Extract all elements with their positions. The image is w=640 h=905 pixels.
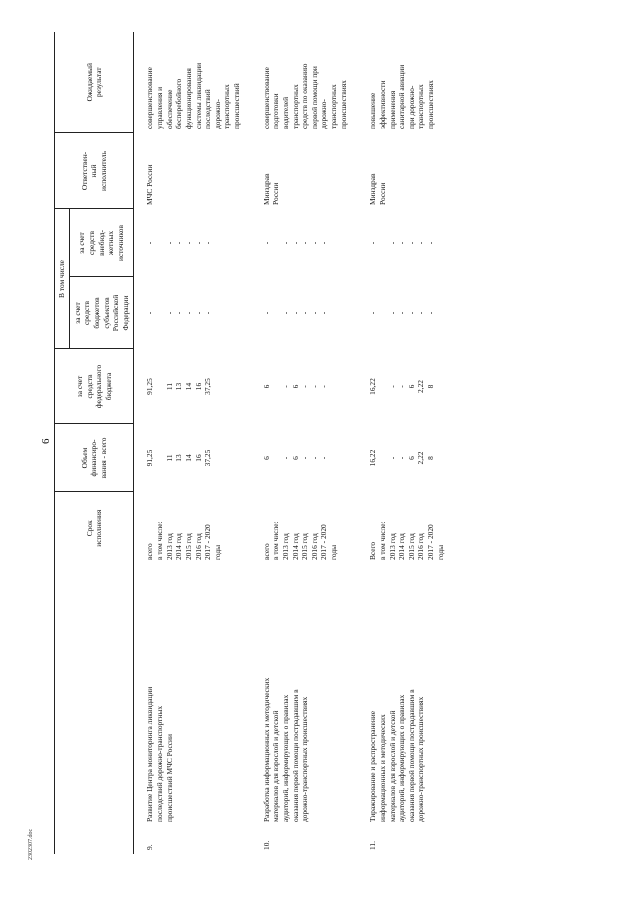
total-line: - bbox=[300, 456, 310, 460]
term-line: 2014 год bbox=[397, 533, 407, 560]
row-number: 10. bbox=[261, 840, 271, 850]
header-responsible: Ответствен- ный исполнитель bbox=[55, 133, 134, 209]
header-term: Срок исполнения bbox=[55, 492, 134, 564]
header-regional: за счет средств бюджетов субъектов Российской Федерации bbox=[69, 277, 134, 349]
total-line: 16,22 bbox=[368, 449, 378, 467]
term-line: 2013 год bbox=[387, 533, 397, 560]
extra-line: - bbox=[397, 241, 407, 245]
extra-line: - bbox=[426, 241, 435, 245]
row-number: 9. bbox=[145, 844, 155, 850]
regional-line: - bbox=[406, 311, 416, 315]
row-number: 11. bbox=[368, 841, 378, 850]
result-line: управления и bbox=[155, 86, 164, 129]
responsible-executor bbox=[259, 133, 352, 209]
regional-line bbox=[436, 281, 446, 345]
result-line: водителей bbox=[280, 96, 290, 129]
regional-line bbox=[378, 281, 388, 345]
total-line: - bbox=[309, 456, 319, 460]
table-row bbox=[142, 32, 244, 854]
execution-term bbox=[365, 492, 448, 564]
total-line: 8 bbox=[426, 456, 435, 460]
extra-line: - bbox=[290, 241, 300, 245]
regional-line bbox=[271, 281, 281, 345]
financing-total bbox=[259, 424, 352, 492]
regional-budget bbox=[365, 277, 448, 349]
header-name bbox=[55, 564, 134, 826]
result-line: происшествиях bbox=[426, 80, 435, 129]
program-table-container bbox=[54, 32, 604, 854]
term-line: 2014 год bbox=[290, 533, 300, 560]
term-line: 2016 год bbox=[309, 533, 319, 560]
name-line: информационных и методических bbox=[377, 714, 387, 822]
header-total: Объем финансиро- вания - всего bbox=[55, 424, 134, 492]
regional-line bbox=[329, 281, 339, 345]
extra-line: - bbox=[406, 241, 416, 245]
federal-budget bbox=[142, 349, 244, 424]
responsible-line: России bbox=[377, 182, 387, 205]
regional-line: - bbox=[164, 311, 174, 315]
extra-line: - bbox=[183, 241, 193, 245]
federal-line: 13 bbox=[174, 382, 184, 391]
result-line: функционирования bbox=[183, 68, 193, 129]
header-num bbox=[55, 826, 134, 854]
extra-line: - bbox=[261, 241, 271, 245]
total-line: - bbox=[397, 456, 407, 460]
regional-line: - bbox=[280, 311, 290, 315]
name-line: аудиторий, информирующих о правилах bbox=[280, 694, 290, 822]
term-line: в том числе: bbox=[271, 521, 281, 560]
total-line: 14 bbox=[183, 454, 193, 462]
name-line: материалов для взрослой и детской bbox=[271, 710, 281, 822]
expected-result bbox=[365, 32, 448, 133]
extrabudgetary bbox=[142, 209, 244, 277]
result-line: при дорожно- bbox=[406, 85, 416, 129]
federal-line: - bbox=[319, 385, 329, 388]
total-line bbox=[155, 428, 165, 488]
regional-line: - bbox=[426, 311, 435, 315]
result-line: обеспечение bbox=[164, 89, 174, 129]
name-line: последствий дорожно-транспортных bbox=[155, 705, 164, 822]
header-federal: за счет средств федерального бюджета bbox=[55, 349, 134, 424]
name-line: происшествий МЧС России bbox=[164, 734, 174, 822]
result-line: системы ликвидации bbox=[193, 62, 203, 129]
table-row bbox=[259, 32, 352, 854]
financing-total bbox=[365, 424, 448, 492]
regional-line: - bbox=[397, 311, 407, 315]
extra-line: - bbox=[164, 241, 174, 245]
regional-line: - bbox=[309, 311, 319, 315]
measure-name bbox=[259, 564, 352, 826]
total-line: - bbox=[319, 456, 329, 460]
term-line: 2015 год bbox=[406, 533, 416, 560]
term-line: в том числе: bbox=[155, 521, 164, 560]
name-line: дорожно-транспортных происшествиях bbox=[416, 696, 426, 822]
name-line: оказания первой помощи пострадавшим в bbox=[290, 689, 300, 822]
term-line: 2015 год bbox=[183, 533, 193, 560]
federal-line: - bbox=[397, 385, 407, 388]
regional-line: - bbox=[174, 311, 184, 315]
result-line: транспортных bbox=[329, 84, 338, 129]
federal-line: 37,25 bbox=[203, 378, 213, 395]
federal-line: 16,22 bbox=[368, 378, 378, 395]
federal-line: - bbox=[387, 385, 397, 388]
result-line: эффективности bbox=[377, 80, 387, 129]
result-line: последствий bbox=[203, 89, 213, 129]
term-line: 2015 год bbox=[300, 533, 310, 560]
extra-line: - bbox=[309, 241, 319, 245]
term-line: Всего bbox=[368, 541, 378, 560]
extra-line: - bbox=[300, 241, 310, 245]
header-in-that: В том числе bbox=[55, 209, 70, 349]
responsible-executor bbox=[365, 133, 448, 209]
extra-line bbox=[378, 213, 388, 273]
extra-line: - bbox=[145, 241, 155, 245]
term-line: 2014 год bbox=[174, 533, 184, 560]
regional-line: - bbox=[145, 311, 155, 315]
federal-line bbox=[213, 353, 223, 420]
federal-line: 8 bbox=[426, 384, 435, 389]
total-line: 2,22 bbox=[416, 451, 426, 465]
federal-line: 6 bbox=[290, 384, 300, 389]
table-body bbox=[134, 32, 462, 854]
header-result: Ожидаемый результат bbox=[55, 32, 134, 133]
extra-line: - bbox=[280, 241, 290, 245]
total-line: 16 bbox=[193, 454, 203, 462]
term-line: в том числе: bbox=[377, 521, 387, 560]
table-header bbox=[55, 32, 134, 854]
federal-line: 91,25 bbox=[145, 378, 155, 395]
term-line: 2017 - 2020 bbox=[426, 524, 435, 560]
term-line: годы bbox=[212, 544, 222, 560]
financing-total bbox=[142, 424, 244, 492]
total-line: 91,25 bbox=[145, 449, 155, 467]
regional-line: - bbox=[300, 311, 310, 315]
total-line bbox=[329, 428, 339, 488]
term-line: 2017 - 2020 bbox=[203, 524, 213, 560]
federal-line: 11 bbox=[164, 382, 174, 391]
result-line: совершенствование bbox=[261, 67, 271, 129]
measure-name bbox=[365, 564, 448, 826]
federal-line: 16 bbox=[193, 382, 203, 391]
regional-line: - bbox=[416, 311, 426, 315]
extrabudgetary bbox=[259, 209, 352, 277]
extra-line bbox=[436, 213, 446, 273]
header-extrabudget: за счет средств внебюд- жетных источников bbox=[69, 209, 134, 277]
federal-line: 14 bbox=[183, 382, 193, 391]
total-line: 37,25 bbox=[203, 449, 213, 467]
regional-line: - bbox=[203, 311, 213, 315]
result-line: дорожно- bbox=[319, 99, 329, 129]
document-code: 2302307.doc bbox=[28, 828, 34, 860]
regional-line: - bbox=[319, 311, 329, 315]
expected-result bbox=[259, 32, 352, 133]
result-line: транспортных bbox=[222, 84, 232, 129]
extra-line: - bbox=[368, 241, 378, 245]
program-measures-table bbox=[54, 32, 462, 854]
federal-line bbox=[155, 353, 165, 420]
extra-line bbox=[271, 213, 281, 273]
execution-term bbox=[259, 492, 352, 564]
regional-line bbox=[213, 281, 223, 345]
total-line bbox=[436, 428, 446, 488]
federal-line: 6 bbox=[261, 384, 271, 389]
result-line: первой помощи при bbox=[309, 66, 319, 129]
result-line: транспортных bbox=[290, 84, 300, 129]
result-line: происшествий bbox=[232, 83, 241, 129]
result-line: санитарной авиации bbox=[397, 64, 407, 129]
name-line: аудиторий, информирующих о правилах bbox=[397, 694, 407, 822]
responsible-line: Минздрав bbox=[261, 173, 271, 205]
term-line: 2017 - 2020 bbox=[319, 524, 329, 560]
name-line: материалов для взрослой и детской bbox=[387, 710, 397, 822]
extra-line: - bbox=[203, 241, 213, 245]
federal-line bbox=[329, 353, 339, 420]
regional-line: - bbox=[193, 311, 203, 315]
name-line: дорожно-транспортных происшествиях bbox=[300, 696, 310, 822]
federal-line: 2,22 bbox=[416, 380, 426, 393]
extrabudgetary bbox=[365, 209, 448, 277]
extra-line: - bbox=[193, 241, 203, 245]
federal-line bbox=[378, 353, 388, 420]
result-line: средств по оказанию bbox=[300, 63, 310, 129]
result-line: происшествиях bbox=[338, 80, 348, 129]
extra-line: - bbox=[174, 241, 184, 245]
name-line: Развитие Центра мониторинга ликвидации bbox=[145, 686, 155, 822]
measure-name bbox=[142, 564, 244, 826]
regional-budget bbox=[259, 277, 352, 349]
regional-line: - bbox=[183, 311, 193, 315]
result-line: повышение bbox=[368, 92, 378, 129]
result-line: подготовки bbox=[271, 93, 281, 129]
regional-line: - bbox=[387, 311, 397, 315]
responsible-line: Минздрав bbox=[368, 173, 378, 205]
page-number: 6 bbox=[40, 438, 52, 444]
total-line: 11 bbox=[164, 454, 174, 462]
term-line: 2016 год bbox=[416, 533, 426, 560]
expected-result bbox=[142, 32, 244, 133]
responsible-line: МЧС России bbox=[145, 164, 155, 205]
total-line: - bbox=[280, 456, 290, 460]
regional-budget bbox=[142, 277, 244, 349]
total-line: 6 bbox=[290, 456, 300, 460]
federal-line bbox=[271, 353, 281, 420]
total-line: 6 bbox=[406, 456, 416, 460]
regional-line: - bbox=[261, 311, 271, 315]
regional-line: - bbox=[290, 311, 300, 315]
term-line: всего bbox=[145, 543, 155, 560]
federal-line: 6 bbox=[406, 384, 416, 389]
regional-line bbox=[155, 281, 165, 345]
result-line: совершенствование bbox=[145, 67, 155, 129]
result-line: применения bbox=[387, 90, 397, 129]
extra-line: - bbox=[319, 241, 329, 245]
federal-line bbox=[436, 353, 446, 420]
responsible-executor bbox=[142, 133, 244, 209]
name-line: Тиражирование и распространение bbox=[368, 710, 378, 822]
extra-line bbox=[329, 213, 339, 273]
total-line bbox=[378, 428, 388, 488]
table-row bbox=[365, 32, 448, 854]
result-line: бесперебойного bbox=[174, 78, 184, 129]
result-line: транспортных bbox=[416, 84, 426, 129]
federal-line: - bbox=[280, 385, 290, 388]
federal-line: - bbox=[300, 385, 310, 388]
execution-term bbox=[142, 492, 244, 564]
total-line: 6 bbox=[261, 456, 271, 460]
term-line: годы bbox=[329, 544, 338, 560]
total-line: - bbox=[387, 456, 397, 460]
extra-line bbox=[155, 213, 165, 273]
term-line: 2016 год bbox=[193, 533, 203, 560]
term-line: годы bbox=[435, 544, 445, 560]
name-line: Разработка информационных и методических bbox=[261, 677, 271, 822]
term-line: 2013 год bbox=[164, 533, 174, 560]
term-line: всего bbox=[261, 543, 271, 560]
total-line bbox=[271, 428, 281, 488]
federal-budget bbox=[365, 349, 448, 424]
extra-line: - bbox=[387, 241, 397, 245]
term-line: 2013 год bbox=[280, 533, 290, 560]
regional-line: - bbox=[368, 311, 378, 315]
name-line: оказания первой помощи пострадавшим в bbox=[406, 689, 416, 822]
total-line bbox=[213, 428, 223, 488]
extra-line bbox=[213, 213, 223, 273]
federal-line: - bbox=[309, 385, 319, 388]
total-line: 13 bbox=[174, 454, 184, 462]
federal-budget bbox=[259, 349, 352, 424]
extra-line: - bbox=[416, 241, 426, 245]
responsible-line: России bbox=[271, 182, 281, 205]
result-line: дорожно- bbox=[212, 99, 222, 129]
